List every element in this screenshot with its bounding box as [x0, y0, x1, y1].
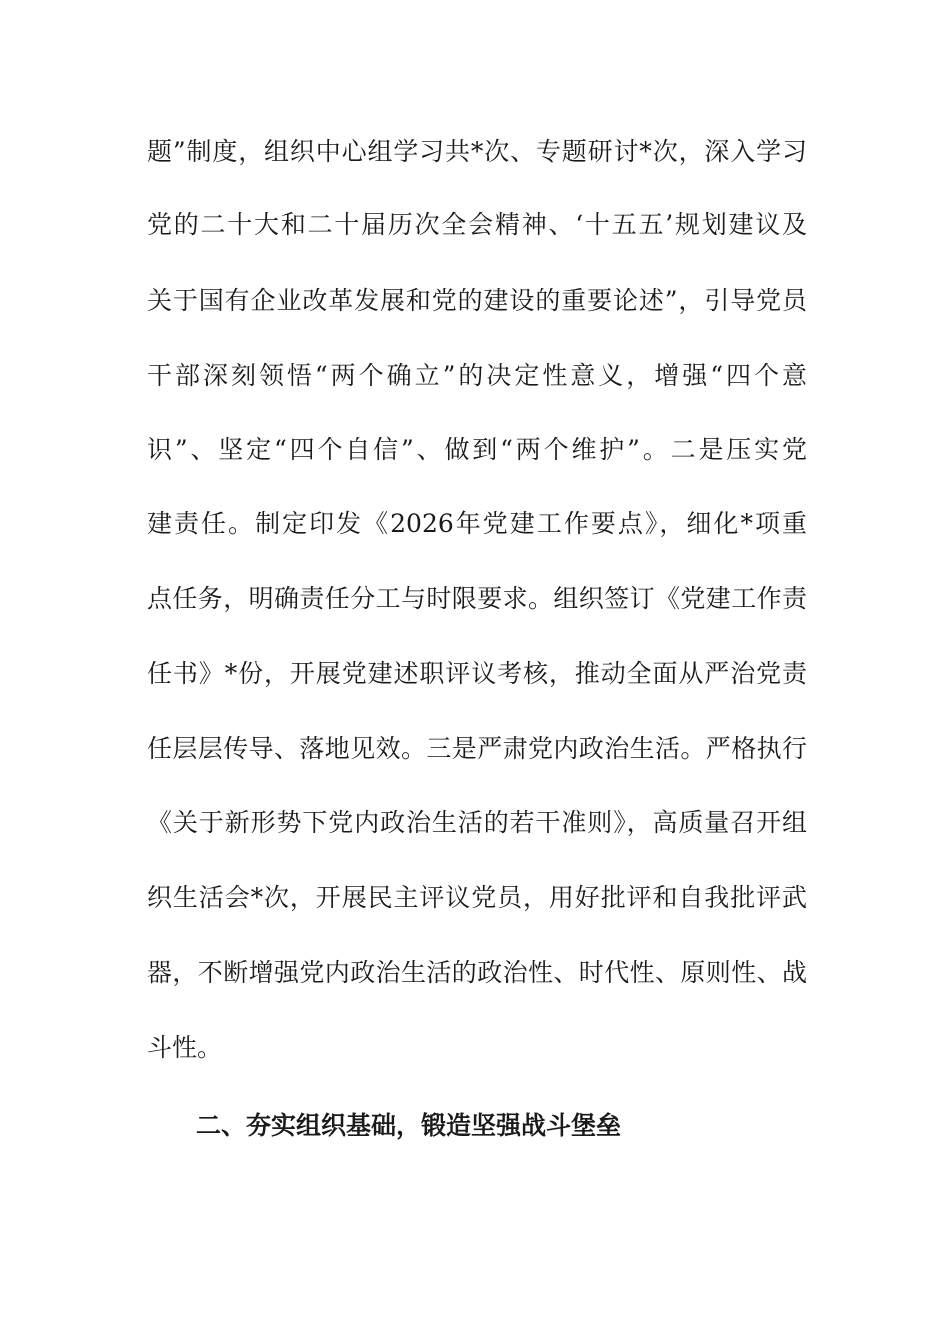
body-text-line: 干部深刻领悟“两个确立”的决定性意义，增强“四个意: [147, 361, 807, 390]
body-text-line: 建责任。制定印发《2026年党建工作要点》，细化*项重: [147, 509, 807, 538]
body-text-line: 识”、坚定“四个自信”、做到“两个维护”。二是压实党: [147, 435, 807, 464]
body-text-line: 织生活会*次，开展民主评议党员，用好批评和自我批评武: [147, 883, 807, 912]
body-text-line: 点任务，明确责任分工与时限要求。组织签订《党建工作责: [147, 584, 807, 613]
body-text-line: 斗性。: [147, 1033, 223, 1062]
body-text-line: 关于国有企业改革发展和党的建设的重要论述”，引导党员: [147, 286, 807, 315]
body-text-line: 器，不断增强党内政治生活的政治性、时代性、原则性、战: [147, 958, 807, 987]
body-text-line: 党的二十大和二十届历次全会精神、‘十五五’规划建议及: [147, 210, 807, 239]
body-text-line: 任层层传导、落地见效。三是严肃党内政治生活。严格执行: [147, 734, 807, 763]
body-text-line: 题”制度，组织中心组学习共*次、专题研讨*次，深入学习: [147, 137, 807, 166]
section-heading: 二、夯实组织基础，锻造坚强战斗堡垒: [196, 1111, 622, 1140]
body-text-line: 任书》*份，开展党建述职评议考核，推动全面从严治党责: [147, 659, 807, 688]
body-text-line: 《关于新形势下党内政治生活的若干准则》，高质量召开组: [147, 808, 807, 837]
